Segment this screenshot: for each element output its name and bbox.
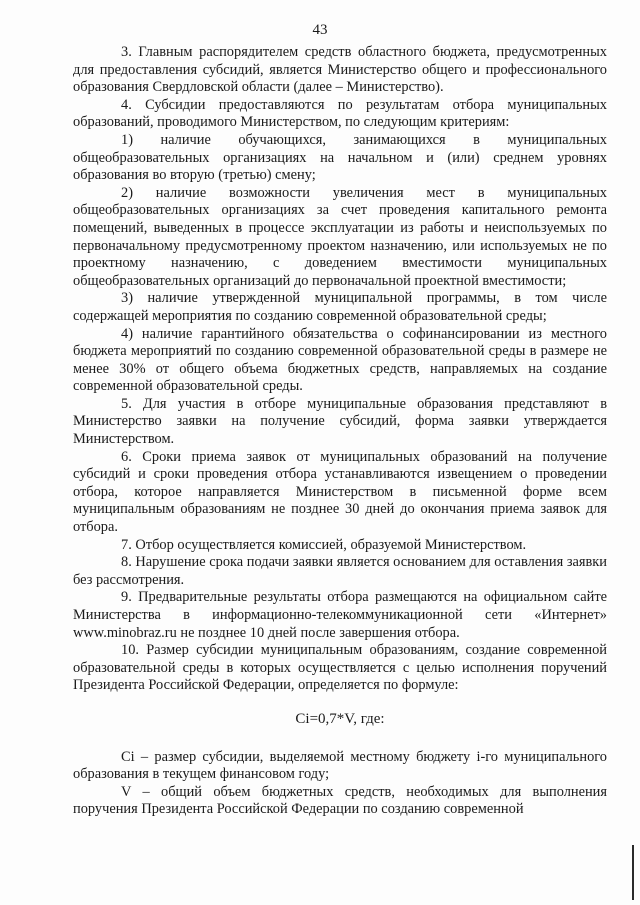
paragraph-7: 7. Отбор осуществляется комиссией, образуемой Министерством. — [121, 536, 527, 553]
paragraph-5: 5. Для участия в отборе муниципальные образования представляют в Министерство заявки на получение субсидий, форма заявки утверждается Министерством. — [73, 395, 607, 448]
paragraph-3: 3. Главным распорядителем средств областного бюджета, предусмотренных для предоставления субсидий, является Министерство общего и профессионального образования Свердловской области (далее – Министерство). — [73, 44, 607, 96]
scan-edge-mark — [632, 845, 634, 900]
criterion-4: 4) наличие гарантийного обязательства о софинансировании из местного бюджета мероприятий по созданию современной образовательной среды в размере не менее 30% от общего объема бюджетных средств, направляемых на создание современной образовательной среды. — [73, 325, 607, 395]
formula: Ci=0,7*V, где: — [295, 710, 385, 727]
paragraph-6: 6. Сроки приема заявок от муниципальных образований на получение субсидий и сроки проведения отбора устанавливаются извещением о проведении отбора, которое направляется Министерством в письменной форме всем муниципальным образованиям не позднее 30 дней до окончания приема заявок для отбора. — [73, 448, 607, 536]
paragraph-10: 10. Размер субсидии муниципальным образованиям, создание современной образовательной среды в которых осуществляется с целью исполнения поручений Президента Российской Федерации, определяется по формуле: — [73, 642, 607, 694]
criterion-3: 3) наличие утвержденной муниципальной программы, в том числе содержащей мероприятия по созданию современной образовательной среды; — [73, 290, 607, 324]
criterion-2: 2) наличие возможности увеличения мест в муниципальных общеобразовательных организациях за счет проведения капитального ремонта помещений, выведенных в процессе эксплуатации из работы и неиспользуемых по первоначальному предусмотренному проектом назначению, или используемых не по проектному назначению, с доведением вместимости муниципальных общеобразовательных организаций до первоначальной проектной вместимости; — [73, 184, 607, 289]
paragraph-8: 8. Нарушение срока подачи заявки является основанием для оставления заявки без рассмотрения. — [73, 554, 607, 588]
criterion-1: 1) наличие обучающихся, занимающихся в муниципальных общеобразовательных организациях на начальном и (или) среднем уровнях образования во вторую (третью) смену; — [73, 131, 607, 184]
definition-v: V – общий объем бюджетных средств, необходимых для выполнения поручения Президента Российской Федерации по созданию современной — [73, 783, 607, 818]
paragraph-9: 9. Предварительные результаты отбора размещаются на официальном сайте Министерства в информационно-телекоммуникационной сети «Интернет» www.minobraz.ru не позднее 10 дней после завершения отбора. — [73, 589, 607, 641]
page-number: 43 — [312, 22, 328, 38]
paragraph-4: 4. Субсидии предоставляются по результатам отбора муниципальных образований, проводимого Министерством, по следующим критериям: — [73, 96, 607, 131]
document-body — [73, 44, 607, 819]
definition-ci: Ci – размер субсидии, выделяемой местному бюджету i-го муниципального образования в текущем финансовом году; — [73, 748, 607, 783]
